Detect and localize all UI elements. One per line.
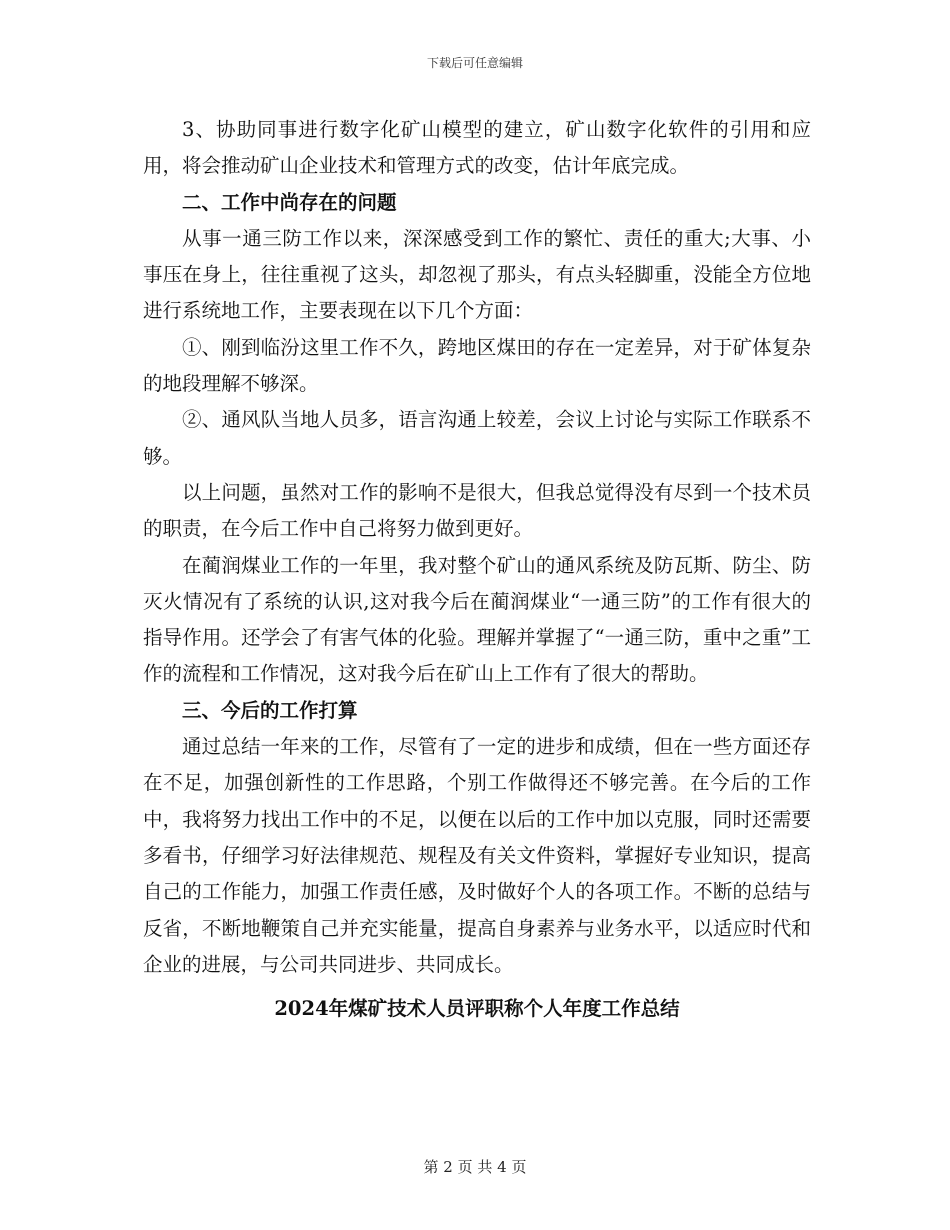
section-heading-plans: 三、今后的工作打算 [182, 698, 358, 722]
next-document-title: 2024年煤矿技术人员评职称个人年度工作总结 [274, 997, 680, 1021]
paragraph-problem-1: ①、刚到临汾这里工作不久，跨地区煤田的存在一定差异，对于矿体复杂的地段理解不够深。 [143, 335, 811, 396]
paragraph-problem-2: ②、通风队当地人员多，语言沟通上较差，会议上讨论与实际工作联系不够。 [143, 408, 811, 468]
page-header: 下载后可任意编辑 [426, 56, 523, 70]
paragraph-future-plans: 通过总结一年来的工作，尽管有了一定的进步和成绩，但在一些方面还存在不足，加强创新性的工作思路，个别工作做得还不够完善。在今后的工作中，我将努力找出工作中的不足，以便在以后的工作中加以克服，同时还需要多看书，仔细学习好法律规范、规程及有关文件资料，掌握好专业知识，提高自己的工作能力，加强工作责任感，及时做好个人的各项工作。不断的总结与反省，不断地鞭策自己并充实能量，提高自身素养与业务水平，以适应时代和企业的进展，与公司共同进步、共同成长。 [143, 735, 811, 976]
paragraph-problems-summary: 以上问题，虽然对工作的影响不是很大，但我总觉得没有尽到一个技术员的职责，在今后工作中自己将努力做到更好。 [143, 480, 811, 541]
document-body [143, 112, 811, 1027]
paragraph-problems-intro: 从事一通三防工作以来，深深感受到工作的繁忙、责任的重大;大事、小事压在身上，往往重视了这头，却忽视了那头，有点头轻脚重，没能全方位地进行系统地工作，主要表现在以下几个方面： [143, 226, 811, 323]
paragraph-year-review: 在蔺润煤业工作的一年里，我对整个矿山的通风系统及防瓦斯、防尘、防灭火情况有了系统的认识,这对我今后在蔺润煤业“一通三防”的工作有很大的指导作用。还学会了有害气体的化验。理解并掌握了“一通三防，重中之重”工作的流程和工作情况，这对我今后在矿山上工作有了很大的帮助。 [143, 553, 811, 686]
page-number: 第 2 页 共 4 页 [423, 1158, 527, 1176]
paragraph-item-3: 3、协助同事进行数字化矿山模型的建立，矿山数字化软件的引用和应用，将会推动矿山企业技术和管理方式的改变，估计年底完成。 [143, 118, 811, 178]
section-heading-problems: 二、工作中尚存在的问题 [182, 190, 397, 214]
